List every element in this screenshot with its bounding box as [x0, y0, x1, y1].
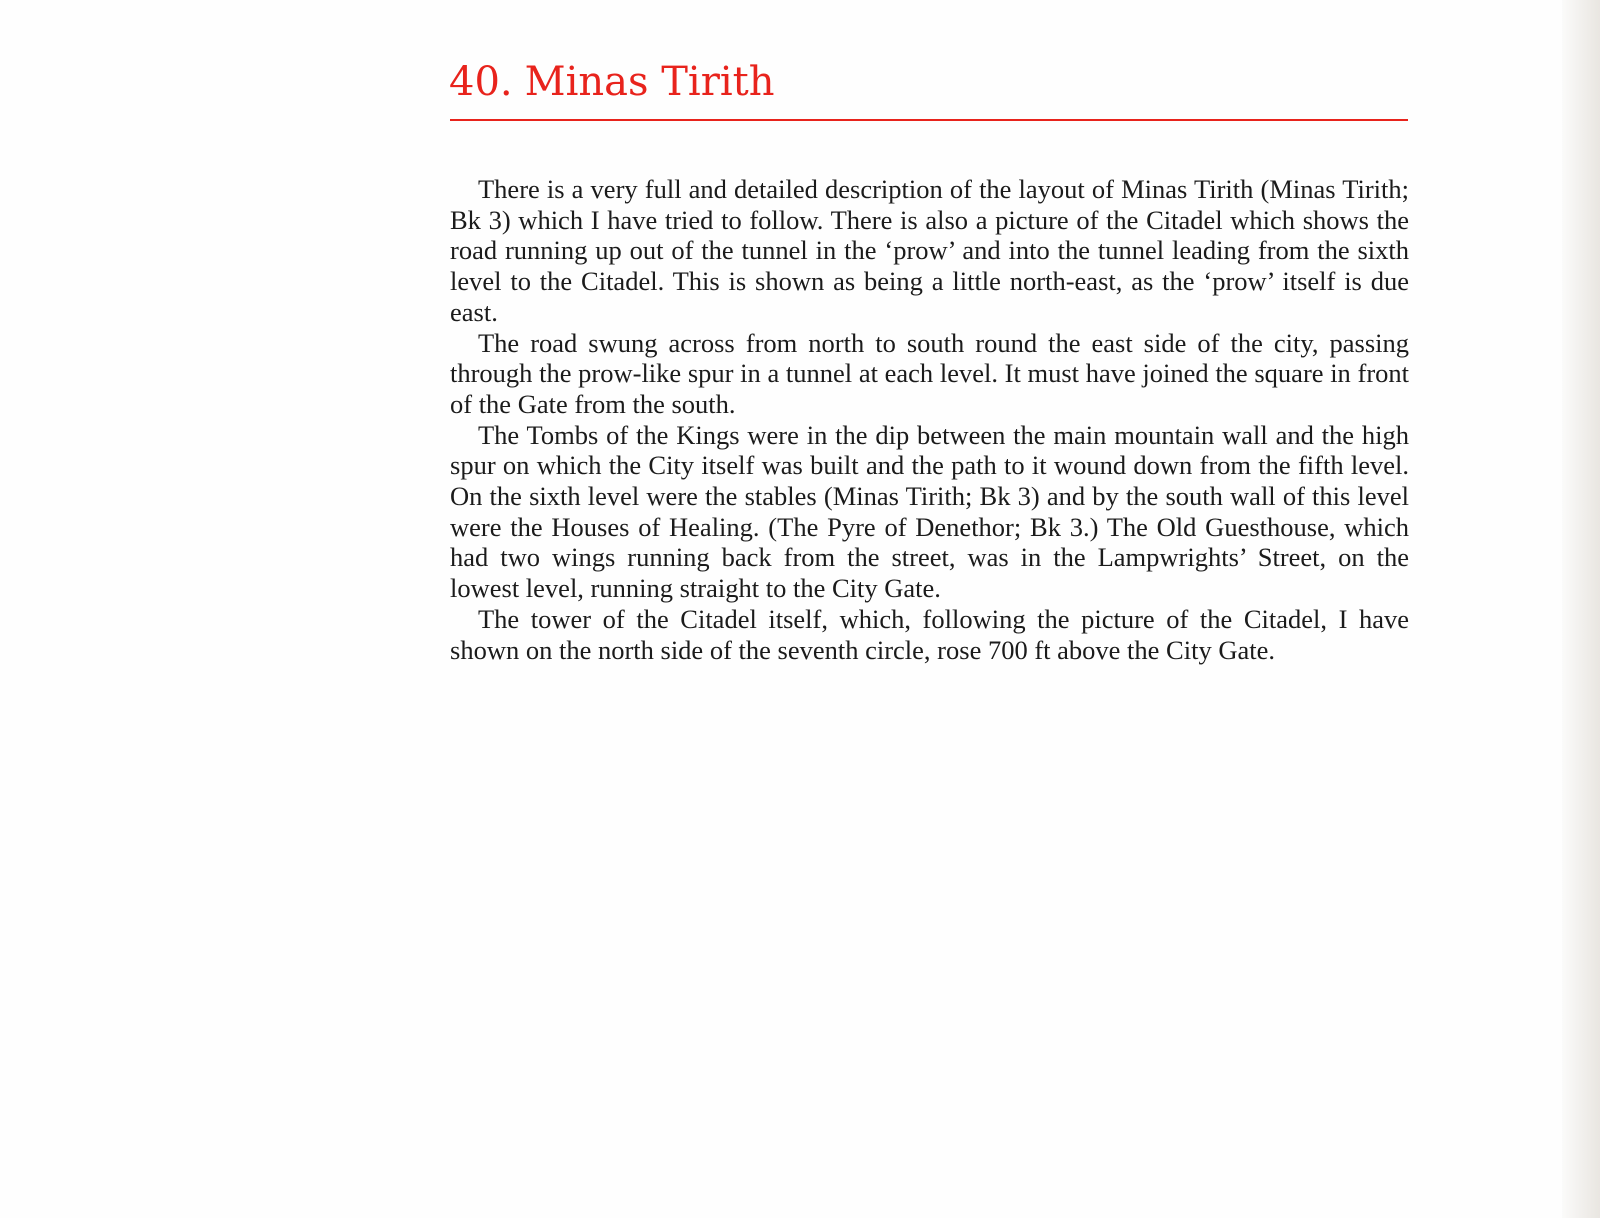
paragraph: The road swung across from north to south round the east side of the city, passing through the prow-like spur in a tunnel at each level. It must have joined the square in front of the Gate from the south. [450, 327, 1409, 419]
paragraph: There is a very full and detailed description of the layout of Minas Tirith (Minas Tirith; Bk 3) which I have tried to follow. There is also a picture of the Citadel which shows the road running up out of the tunnel in the ‘prow’ and into the tunnel leading from the sixth level to the Citadel. This is shown as being a little north-east, as the ‘prow’ itself is due east. [450, 174, 1409, 327]
paragraph: The tower of the Citadel itself, which, following the picture of the Citadel, I have shown on the north side of the seventh circle, rose 700 ft above the City Gate. [450, 603, 1409, 665]
heading-rule [450, 119, 1408, 121]
chapter-title: Minas Tirith [524, 59, 775, 105]
paragraph: The Tombs of the Kings were in the dip between the main mountain wall and the high spur on which the City itself was built and the path to it wound down from the fifth level. On the sixth level were the stables (Minas Tirith; Bk 3) and by the south wall of this level were the Houses of Healing. (The Pyre of Denethor; Bk 3.) The Old Guesthouse, which had two wings running back from the street, was in the Lampwrights’ Street, on the lowest level, running straight to the City Gate. [450, 419, 1409, 604]
chapter-heading [449, 52, 774, 112]
page-edge-shadow [1562, 0, 1600, 1218]
body-text [450, 174, 1409, 665]
chapter-number: 40. [449, 59, 513, 105]
